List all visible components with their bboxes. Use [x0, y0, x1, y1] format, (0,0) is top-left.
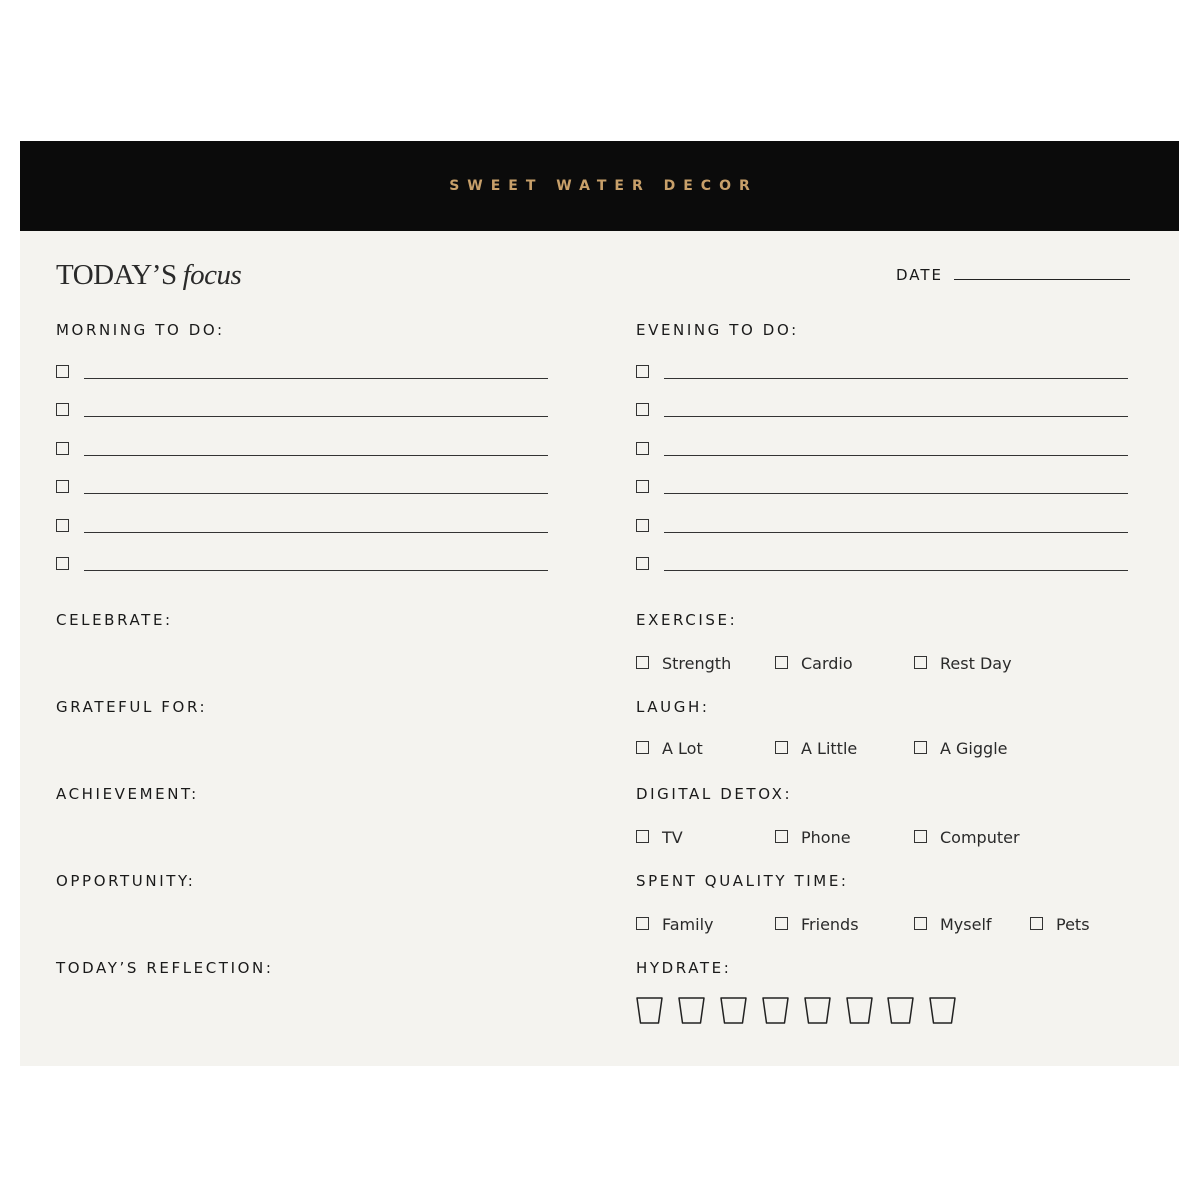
morning-todo-line[interactable] — [84, 378, 548, 379]
exercise-option-label: Cardio — [801, 654, 853, 673]
evening-todo-row — [636, 480, 1136, 500]
date-label: DATE — [896, 266, 944, 284]
evening-todo-list — [636, 365, 1136, 585]
detox-checkbox[interactable] — [775, 830, 788, 843]
morning-todo-checkbox[interactable] — [56, 519, 69, 532]
evening-todo-checkbox[interactable] — [636, 403, 649, 416]
date-field[interactable] — [954, 279, 1130, 280]
brand-name: SWEET WATER DECOR — [449, 178, 758, 194]
quality-time-option-label: Myself — [940, 915, 992, 934]
morning-todo-line[interactable] — [84, 532, 548, 533]
reflection-heading: TODAY’S REFLECTION: — [56, 959, 274, 977]
exercise-option-label: Rest Day — [940, 654, 1012, 673]
quality-time-checkbox[interactable] — [1030, 917, 1043, 930]
opportunity-heading: OPPORTUNITY: — [56, 872, 196, 890]
evening-todo-line[interactable] — [664, 570, 1128, 571]
detox-option-label: Computer — [940, 828, 1020, 847]
morning-todo-row — [56, 365, 556, 385]
laugh-options — [636, 739, 1156, 759]
evening-todo-checkbox[interactable] — [636, 442, 649, 455]
quality-time-heading: SPENT QUALITY TIME: — [636, 872, 849, 890]
quality-time-checkbox[interactable] — [775, 917, 788, 930]
morning-todo-line[interactable] — [84, 416, 548, 417]
quality-time-checkbox[interactable] — [914, 917, 927, 930]
evening-todo-checkbox[interactable] — [636, 557, 649, 570]
evening-todo-line[interactable] — [664, 416, 1128, 417]
morning-todo-line[interactable] — [84, 455, 548, 456]
morning-todo-list — [56, 365, 556, 585]
morning-todo-row — [56, 480, 556, 500]
water-cup-icon[interactable] — [762, 997, 789, 1024]
evening-todo-row — [636, 403, 1136, 423]
laugh-option-label: A Lot — [662, 739, 703, 758]
evening-todo-checkbox[interactable] — [636, 365, 649, 378]
morning-todo-row — [56, 442, 556, 462]
morning-todo-line[interactable] — [84, 493, 548, 494]
evening-todo-row — [636, 365, 1136, 385]
evening-todo-row — [636, 557, 1136, 577]
exercise-options — [636, 654, 1156, 674]
quality-time-option-label: Pets — [1056, 915, 1090, 934]
exercise-checkbox[interactable] — [775, 656, 788, 669]
morning-todo-checkbox[interactable] — [56, 557, 69, 570]
water-cup-icon[interactable] — [720, 997, 747, 1024]
page-title — [56, 259, 241, 292]
morning-todo-checkbox[interactable] — [56, 480, 69, 493]
morning-todo-checkbox[interactable] — [56, 442, 69, 455]
evening-heading: EVENING TO DO: — [636, 321, 799, 339]
hydrate-cups — [636, 997, 976, 1025]
quality-time-option-label: Friends — [801, 915, 859, 934]
water-cup-icon[interactable] — [804, 997, 831, 1024]
planner-sheet — [20, 141, 1179, 1066]
laugh-option-label: A Giggle — [940, 739, 1008, 758]
morning-todo-checkbox[interactable] — [56, 403, 69, 416]
morning-todo-row — [56, 557, 556, 577]
laugh-heading: LAUGH: — [636, 698, 710, 716]
exercise-option-label: Strength — [662, 654, 732, 673]
evening-todo-row — [636, 519, 1136, 539]
morning-todo-line[interactable] — [84, 570, 548, 571]
evening-todo-line[interactable] — [664, 532, 1128, 533]
morning-todo-checkbox[interactable] — [56, 365, 69, 378]
evening-todo-line[interactable] — [664, 455, 1128, 456]
detox-checkbox[interactable] — [914, 830, 927, 843]
morning-heading: MORNING TO DO: — [56, 321, 225, 339]
evening-todo-checkbox[interactable] — [636, 480, 649, 493]
achievement-heading: ACHIEVEMENT: — [56, 785, 199, 803]
hydrate-heading: HYDRATE: — [636, 959, 732, 977]
quality-time-checkbox[interactable] — [636, 917, 649, 930]
grateful-heading: GRATEFUL FOR: — [56, 698, 208, 716]
detox-options — [636, 828, 1156, 848]
exercise-checkbox[interactable] — [636, 656, 649, 669]
water-cup-icon[interactable] — [846, 997, 873, 1024]
evening-todo-line[interactable] — [664, 493, 1128, 494]
header-band — [20, 141, 1179, 231]
morning-todo-row — [56, 519, 556, 539]
quality-time-options — [636, 915, 1156, 935]
laugh-checkbox[interactable] — [636, 741, 649, 754]
exercise-heading: EXERCISE: — [636, 611, 738, 629]
quality-time-option-label: Family — [662, 915, 714, 934]
detox-checkbox[interactable] — [636, 830, 649, 843]
evening-todo-checkbox[interactable] — [636, 519, 649, 532]
morning-todo-row — [56, 403, 556, 423]
laugh-checkbox[interactable] — [775, 741, 788, 754]
laugh-checkbox[interactable] — [914, 741, 927, 754]
water-cup-icon[interactable] — [678, 997, 705, 1024]
water-cup-icon[interactable] — [929, 997, 956, 1024]
detox-option-label: TV — [662, 828, 683, 847]
water-cup-icon[interactable] — [636, 997, 663, 1024]
celebrate-heading: CELEBRATE: — [56, 611, 173, 629]
water-cup-icon[interactable] — [887, 997, 914, 1024]
detox-heading: DIGITAL DETOX: — [636, 785, 793, 803]
evening-todo-row — [636, 442, 1136, 462]
evening-todo-line[interactable] — [664, 378, 1128, 379]
title-script: focus — [182, 259, 242, 291]
title-main: TODAY’S — [56, 259, 177, 291]
laugh-option-label: A Little — [801, 739, 858, 758]
exercise-checkbox[interactable] — [914, 656, 927, 669]
detox-option-label: Phone — [801, 828, 851, 847]
